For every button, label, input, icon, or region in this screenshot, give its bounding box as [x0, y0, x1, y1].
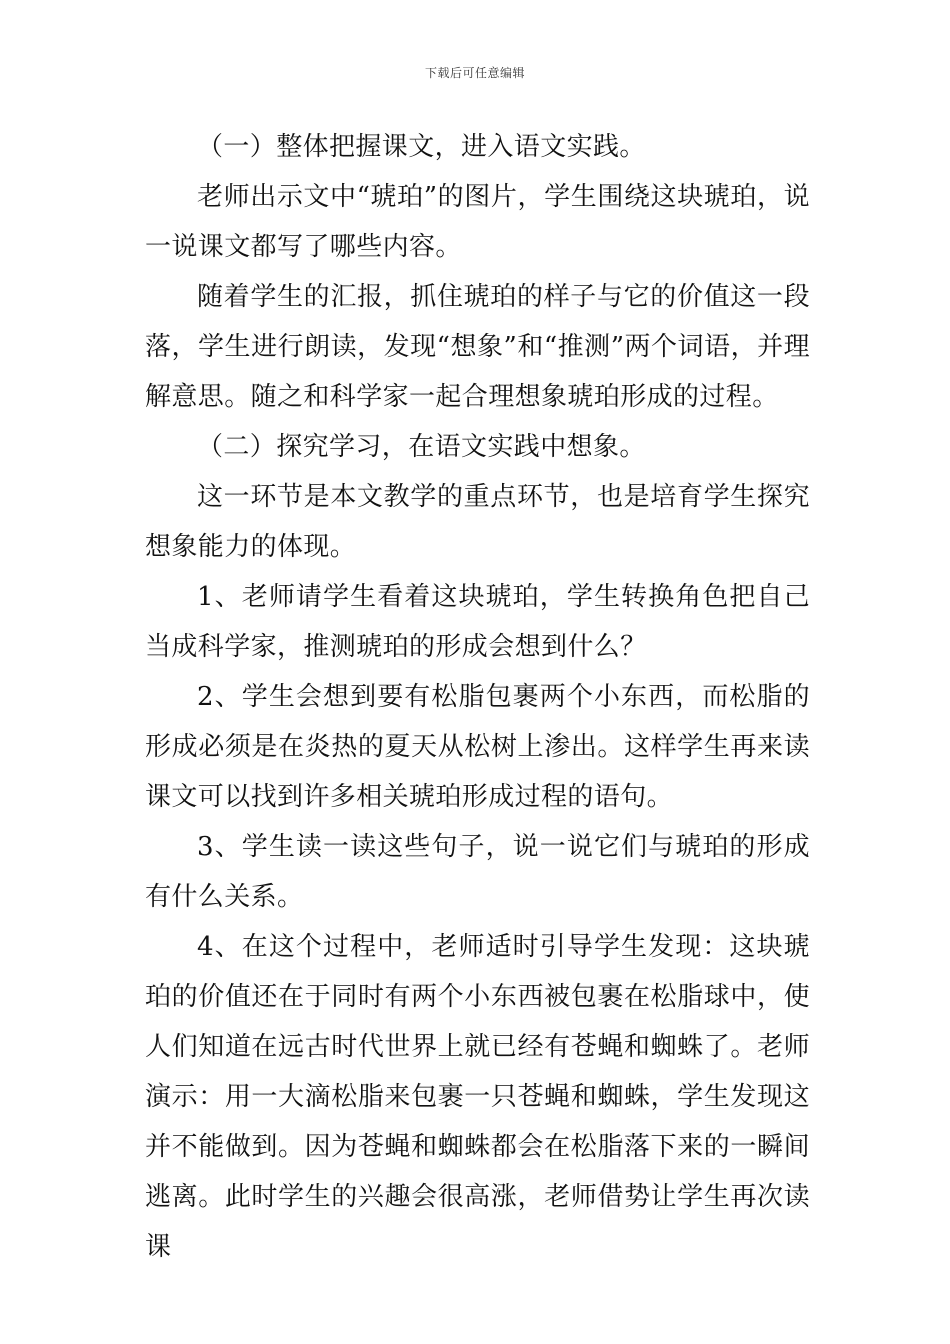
paragraph: 随着学生的汇报，抓住琥珀的样子与它的价值这一段落，学生进行朗读，发现“想象”和“推测”两个词语，并理解意思。随之和科学家一起合理想象琥珀形成的过程。	[145, 282, 810, 412]
section-heading-2: （二）探究学习，在语文实践中想象。	[197, 432, 646, 462]
list-item-4: 4、在这个过程中，老师适时引导学生发现：这块琥珀的价值还在于同时有两个小东西被包裹在松脂球中，使人们知道在远古时代世界上就已经有苍蝇和蜘蛛了。老师演示：用一大滴松脂来包裹一只苍蝇和蜘蛛，学生发现这并不能做到。因为苍蝇和蜘蛛都会在松脂落下来的一瞬间逃离。此时学生的兴趣会很高涨，老师借势让学生再次读课	[145, 932, 810, 1262]
page-header: 下载后可任意编辑	[424, 66, 525, 80]
paragraph: 老师出示文中“琥珀”的图片，学生围绕这块琥珀，说一说课文都写了哪些内容。	[145, 182, 810, 262]
paragraph: 这一环节是本文教学的重点环节，也是培育学生探究想象能力的体现。	[145, 482, 810, 562]
document-body	[145, 122, 810, 1272]
list-item-2: 2、学生会想到要有松脂包裹两个小东西，而松脂的形成必须是在炎热的夏天从松树上渗出。这样学生再来读课文可以找到许多相关琥珀形成过程的语句。	[145, 682, 810, 812]
list-item-1: 1、老师请学生看着这块琥珀，学生转换角色把自己当成科学家，推测琥珀的形成会想到什么？	[145, 582, 810, 662]
list-item-3: 3、学生读一读这些句子，说一说它们与琥珀的形成有什么关系。	[145, 832, 810, 912]
section-heading-1: （一）整体把握课文，进入语文实践。	[197, 132, 646, 162]
